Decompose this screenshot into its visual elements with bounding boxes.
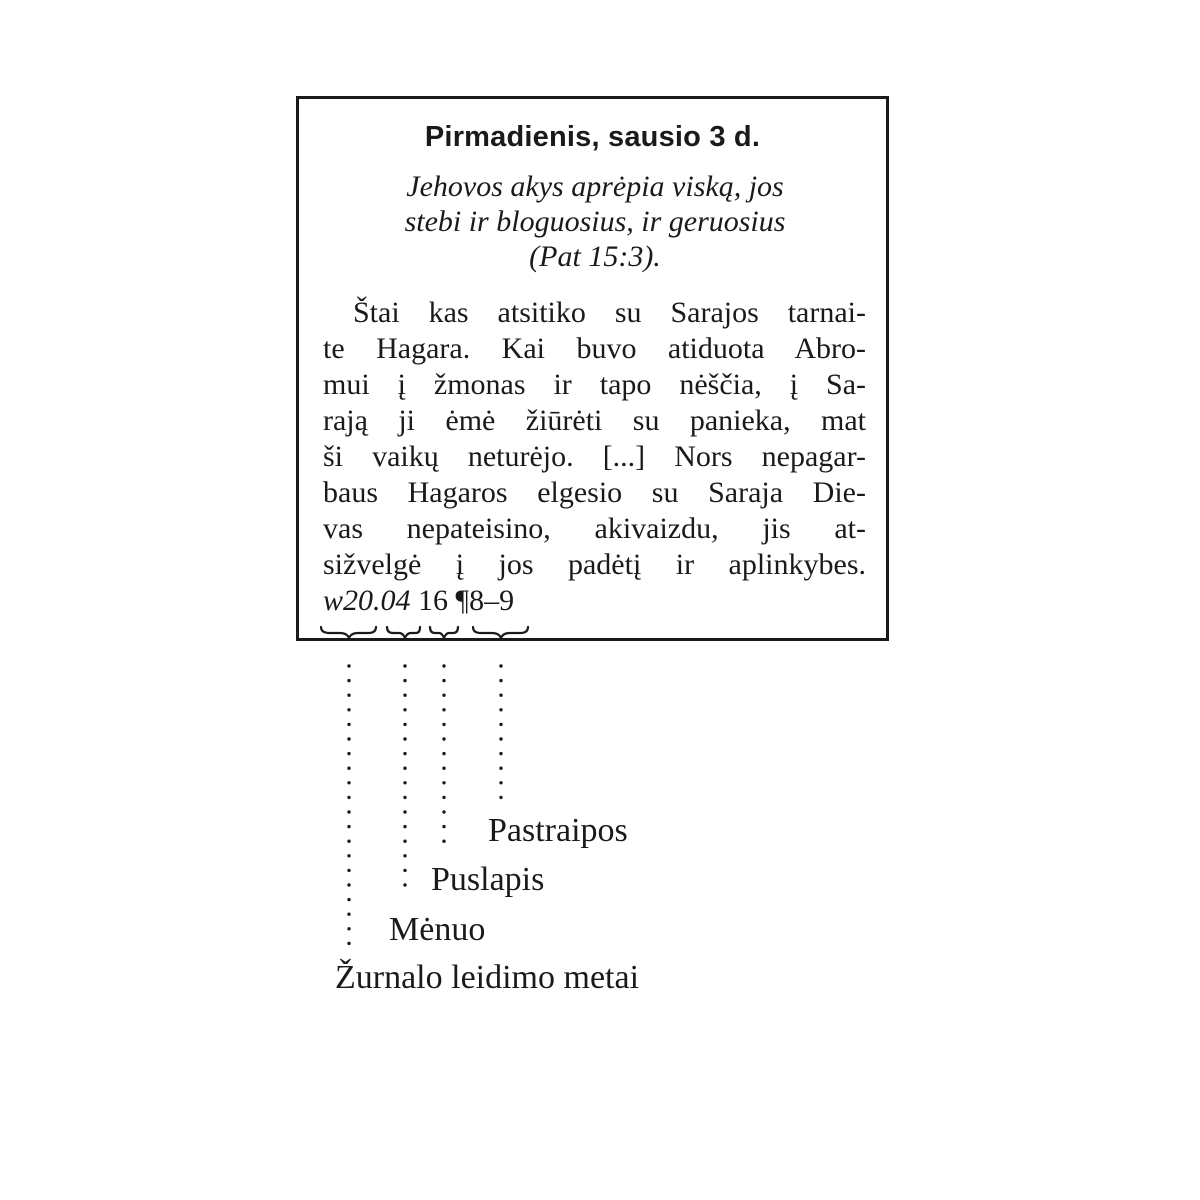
label-month: Mėnuo bbox=[389, 911, 486, 948]
reference-paragraphs: ¶8–9 bbox=[455, 584, 515, 617]
reference-month: .04 bbox=[373, 584, 411, 617]
body-line: te Hagara. Kai buvo atiduota Abro- bbox=[323, 332, 866, 365]
label-year: Žurnalo leidimo metai bbox=[335, 959, 640, 996]
body-line: rają ji ėmė žiūrėti su panieka, mat bbox=[323, 404, 866, 437]
verse-line: (Pat 15:3). bbox=[529, 240, 661, 273]
body-line: mui į žmonas ir tapo nėščia, į Sa- bbox=[323, 368, 866, 401]
verse-line: stebi ir bloguosius, ir geruosius bbox=[404, 205, 786, 238]
reference-year: w20 bbox=[323, 584, 374, 617]
date-heading: Pirmadienis, sausio 3 d. bbox=[424, 121, 761, 153]
body-line: sižvelgė į jos padėtį ir aplinkybes. bbox=[323, 548, 866, 581]
body-line: ši vaikų neturėjo. [...] Nors nepagar- bbox=[323, 440, 866, 473]
body-line: vas nepateisino, akivaizdu, jis at- bbox=[323, 512, 866, 545]
body-line: baus Hagaros elgesio su Saraja Die- bbox=[323, 476, 866, 509]
label-page: Puslapis bbox=[431, 861, 545, 898]
reference-page: 16 bbox=[418, 584, 449, 617]
label-paragraphs: Pastraipos bbox=[488, 812, 628, 849]
body-line: Štai kas atsitiko su Sarajos tarnai- bbox=[353, 296, 866, 329]
verse-line: Jehovos akys aprėpia viską, jos bbox=[406, 170, 784, 203]
